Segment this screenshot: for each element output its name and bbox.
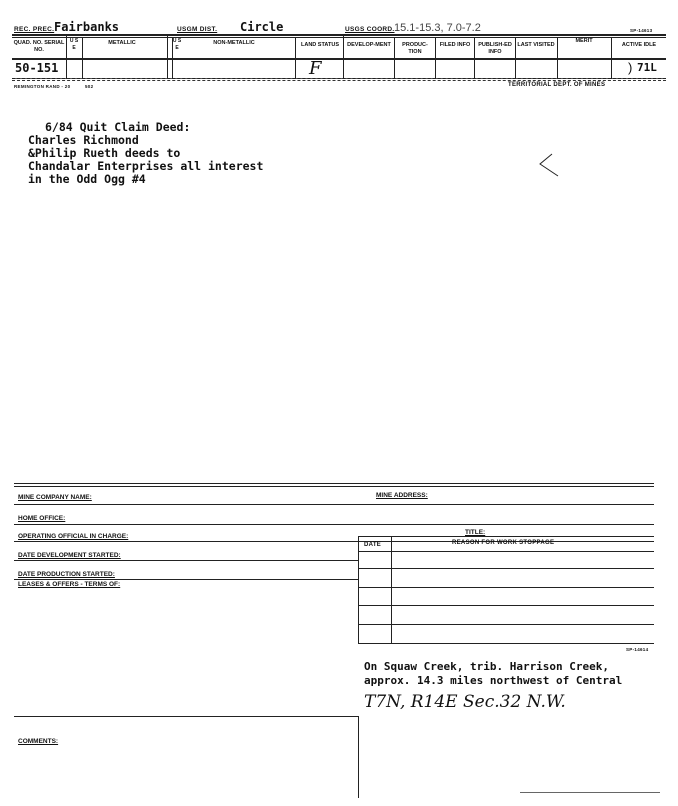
usgs-coord-value: 15.1-15.3, 7.0-7.2	[394, 22, 481, 34]
date-col-header: DATE	[364, 542, 382, 548]
location-block	[364, 660, 622, 688]
home-office-label: HOME OFFICE:	[18, 515, 66, 522]
usgs-coord-label: USGS COORD.	[345, 26, 395, 33]
land-status-value: F	[309, 58, 322, 79]
printer-code: 502	[85, 84, 94, 89]
title-label: TITLE:	[465, 529, 486, 536]
leases-offers-label: LEASES & OFFERS - TERMS OF:	[18, 581, 121, 588]
notes-block	[28, 121, 263, 186]
col-filed-info: FILED INFO	[439, 42, 471, 48]
note-line-2: Charles Richmond	[28, 133, 139, 147]
col-quad-serial	[12, 40, 66, 54]
col-serial-no: SERIAL NO.	[34, 40, 65, 53]
note-line-1: 6/84 Quit Claim Deed:	[45, 120, 191, 134]
location-line-2: approx. 14.3 miles northwest of Central	[364, 674, 623, 687]
col-active-idle: ACTIVE IDLE	[621, 42, 657, 48]
col-non-metallic: NON-METALLIC	[213, 40, 255, 46]
header-section	[12, 16, 666, 79]
date-prod-started-label: DATE PRODUCTION STARTED:	[18, 571, 115, 578]
printer-label: REMINGTON RAND - 20	[14, 84, 71, 89]
department-label: TERRITORIAL DEPT. OF MINES	[508, 82, 606, 88]
note-line-4: Chandalar Enterprises all interest	[28, 159, 264, 173]
form-top-rule	[14, 483, 654, 484]
col-production: PRODUC-TION	[402, 42, 428, 55]
col-land-status: LAND STATUS	[301, 42, 339, 48]
note-line-3: &Philip Rueth deeds to	[28, 146, 181, 160]
usgm-dist-label: USGM DIST.	[177, 26, 218, 33]
quad-serial-value: 50-151	[15, 61, 59, 75]
mine-address-label: MINE ADDRESS:	[376, 492, 428, 499]
reason-col-header: REASON FOR WORK STOPPAGE	[452, 540, 555, 546]
location-line-1: On Squaw Creek, trib. Harrison Creek,	[364, 660, 610, 673]
col-merit: MERIT	[575, 38, 593, 44]
paren-mark: )	[628, 60, 633, 75]
mine-company-name-label: MINE COMPANY NAME:	[18, 494, 92, 501]
note-line-5: in the Odd Ogg #4	[28, 172, 146, 186]
check-mark	[536, 152, 562, 178]
col-last-visited: LAST VISITED	[517, 42, 555, 48]
form-number: SP-14613	[630, 28, 653, 33]
col-quad-no: QUAD. NO.	[13, 40, 43, 46]
comments-label: COMMENTS:	[18, 738, 59, 745]
date-dev-started-label: DATE DEVELOPMENT STARTED:	[18, 552, 121, 559]
header-dashed-rule	[12, 80, 666, 81]
col-metallic: METALLIC	[108, 40, 136, 46]
col-use-2: U S E	[172, 38, 182, 51]
rec-prec-value: Fairbanks	[54, 20, 120, 34]
rec-prec-label: REC. PREC.	[14, 26, 55, 33]
usgm-dist-value: Circle	[240, 20, 284, 34]
col-published-info: PUBLISH-ED INFO	[478, 42, 512, 55]
active-idle-value: 71L	[637, 61, 657, 74]
col-use-1: U S E	[69, 38, 79, 51]
form-number-2: SP-14614	[626, 647, 649, 652]
operating-official-label: OPERATING OFFICIAL IN CHARGE:	[18, 533, 129, 540]
handwritten-location: T7N, R14E Sec.32 N.W.	[364, 692, 566, 712]
col-development: DEVELOP-MENT	[347, 42, 391, 48]
